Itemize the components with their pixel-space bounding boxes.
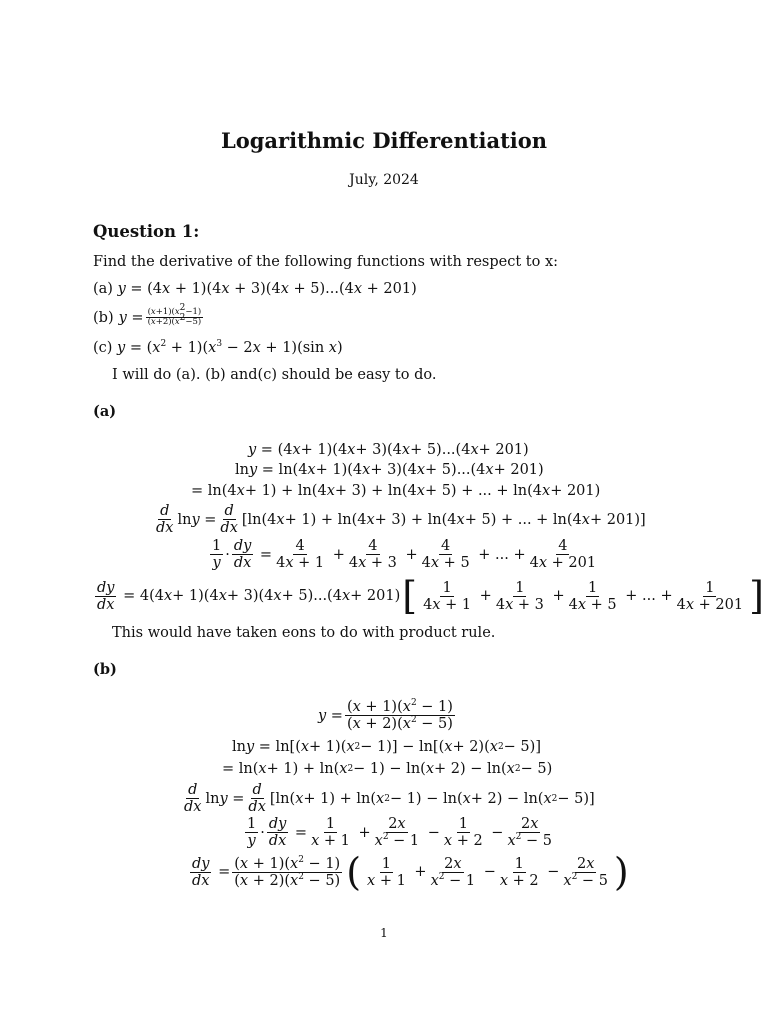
question-prompt: Find the derivative of the following functions with respect to x: (93, 254, 559, 270)
part-b-line-1: y = $(x + 1)(x^2 - 1)$ $(x + 2)(x^2 - 5)$ (318, 698, 453, 732)
part-b-line-5: 1 y · dy dx = 1 x + 1 + 2x $x^2 - 1$ − 1 x + 2 − 2x $x^2 - 5$ (247, 816, 552, 849)
part-a-line-6: dy dx = 4(4 x + 1)(4 x + 3)(4 x + 5)...(4 x + 201) [ 1 4x + 1 + 1 4x + 3 + 1 4x + 5 + ... + 1 4x + 201 ] (97, 574, 764, 618)
part-a-line-2: ln y = ln(4 x + 1)(4 x + 3)(4 x + 5)...(4 x + 201) (235, 462, 544, 478)
part-a-closing: This would have taken eons to do with product rule. (112, 625, 496, 641)
document-date: July, 2024 (349, 172, 419, 188)
item-a-formula: y = (4x + 1)(4x + 3)(4x + 5)...(4x + 201) (117, 281, 417, 297)
part-b-line-4: d dx ln y = d dx [ln( x + 1) + ln( x 2 − 1) − ln( x + 2) − ln( x 2 − 5)] (184, 782, 595, 815)
page-number: 1 (380, 926, 388, 940)
document-title: Logarithmic Differentiation (220, 128, 548, 153)
part-a-heading: (a) (93, 403, 117, 420)
part-a-line-3: = ln(4 x + 1) + ln(4 x + 3) + ln(4 x + 5) + ... + ln(4 x + 201) (191, 483, 601, 499)
part-a-line-1: y = (4 x + 1)(4 x + 3)(4 x + 5)...(4 x + 201) (248, 442, 529, 458)
item-c-formula: $y = (x^2 + 1)(x^3 - 2x + 1)(\sin$ x) (117, 339, 343, 356)
item-b-formula: y = (118, 309, 144, 326)
part-a-line-5: 1 y · dy dx = 4 4x + 1 + 4 4x + 3 + 4 4x + 5 + ... + 4 4x + 201 (212, 538, 597, 571)
question-item-a (93, 281, 417, 297)
part-a-line-4: d dx ln y = d dx [ln(4 x + 1) + ln(4 x + 3) + ln(4 x + 5) + ... + ln(4 x + 201)] (156, 503, 646, 536)
part-b-line-2: ln y = ln[( x + 1)( x 2 − 1)] − ln[( x + 2)( x 2 − 5)] (232, 739, 541, 755)
item-c-label: (c) (93, 340, 113, 356)
part-b-line-6: dy dx = $(x + 1)(x^2 - 1)$ $(x + 2)(x^2 - 5)$ ( 1 x + 1 + 2x $x^2 - 1$ − 1 x + 2 − 2x $x^2 - 5$ ) (192, 850, 629, 894)
question-heading: Question 1: (93, 222, 200, 241)
part-b-line-3: = ln( x + 1) + ln( x 2 − 1) − ln( x + 2) − ln( x 2 − 5) (222, 761, 553, 777)
item-a-label: (a) (93, 281, 113, 297)
question-item-b (93, 303, 205, 327)
item-b-fraction: $\frac{(x+1)(x^2-1)}{(x+2)(x^2-5)}$ (147, 303, 202, 327)
part-b-heading: (b) (93, 661, 117, 678)
question-item-c (93, 340, 343, 356)
question-note: I will do (a). (b) and(c) should be easy to do. (112, 367, 437, 383)
item-b-label: (b) (93, 309, 114, 326)
